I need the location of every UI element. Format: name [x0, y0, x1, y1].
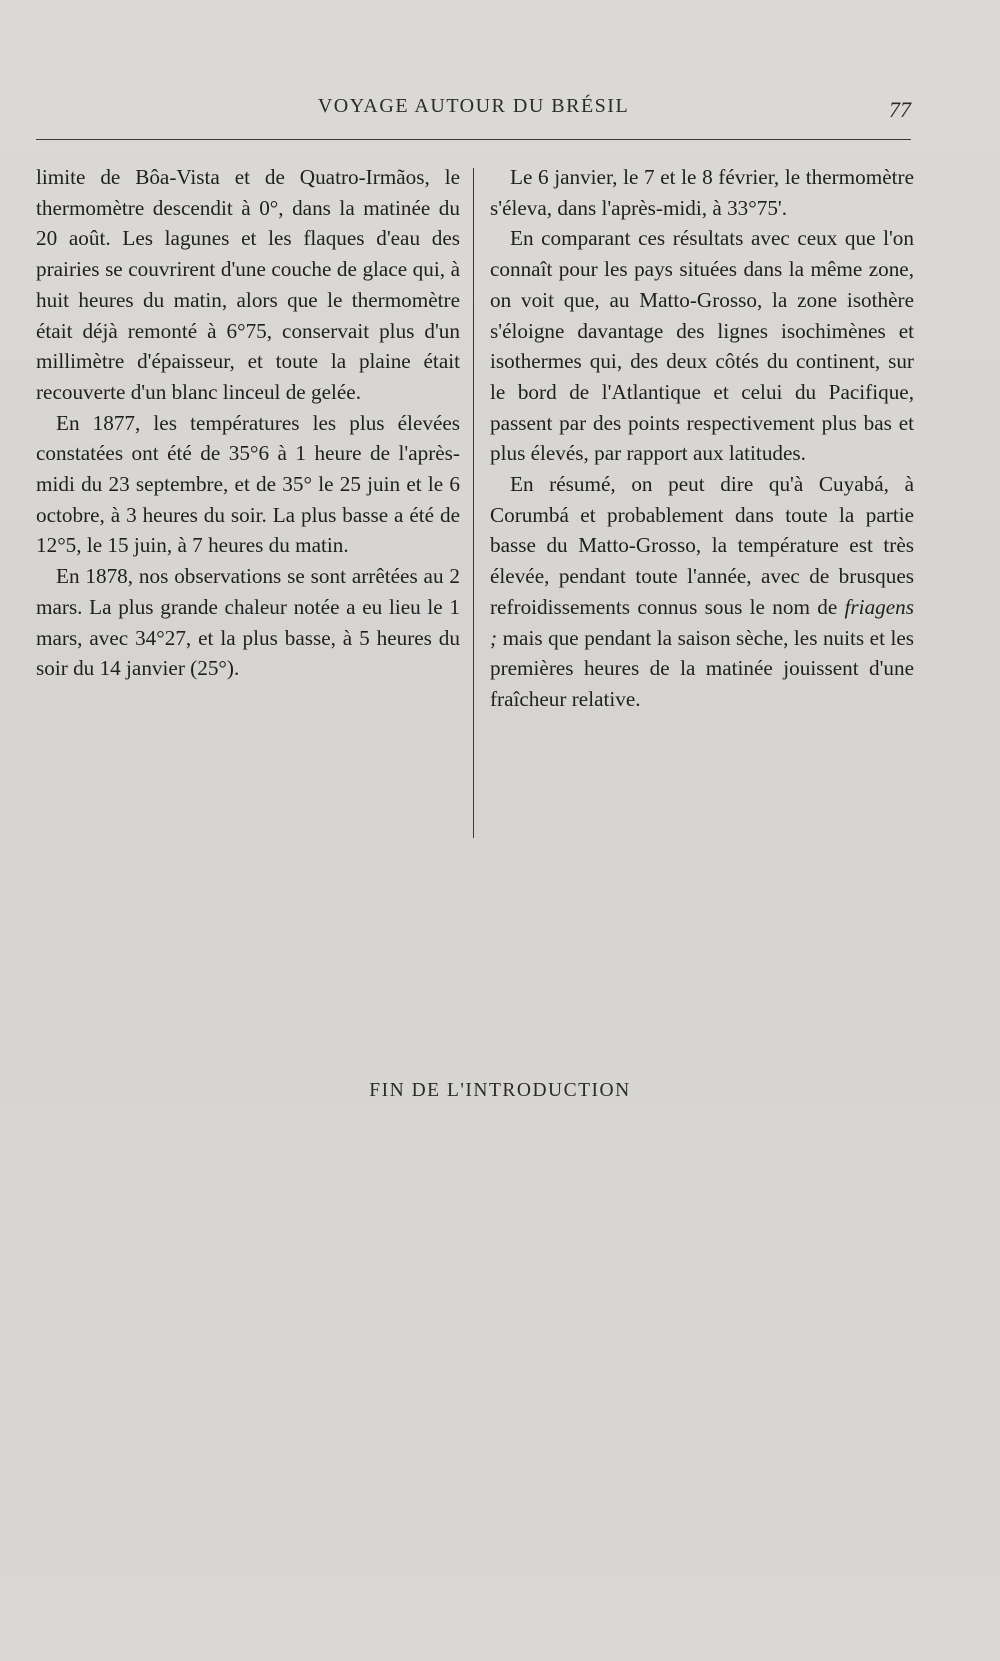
- paragraph-text: En résumé, on peut dire qu'à Cuyabá, à Corumbá et probablement dans toute la partie basse du Matto-Grosso, la température est très élevée, pendant toute l'année, avec de brusques refroidissements connus sous le nom de: [490, 472, 914, 619]
- paragraph: [490, 469, 914, 715]
- left-column: [36, 162, 460, 684]
- paragraph: En 1877, les températures les plus élevées constatées ont été de 35°6 à 1 heure de l'après-midi du 23 septembre, et de 35° le 25 juin et le 6 octobre, à 3 heures du soir. La plus basse a été de 12°5, le 15 juin, à 7 heures du matin.: [36, 410, 460, 558]
- paragraph: Le 6 janvier, le 7 et le 8 février, le thermomètre s'éleva, dans l'après-midi, à 33°75'.: [490, 165, 914, 220]
- paragraph: En 1878, nos observations se sont arrêtées au 2 mars. La plus grande chaleur notée a eu lieu le 1 mars, avec 34°27, et la plus basse, à 5 heures du soir du 14 janvier (25°).: [36, 564, 460, 681]
- paragraph: limite de Bôa-Vista et de Quatro-Irmãos, le thermomètre descendit à 0°, dans la matinée du 20 août. Les lagunes et les flaques d'eau des prairies se couvrirent d'une couche de glace qui, à huit heures du matin, alors que le thermomètre était déjà remonté à 6°75, conservait plus d'un millimètre d'épaisseur, et toute la plaine était recouverte d'un blanc linceul de gelée.: [36, 165, 460, 404]
- paragraph: En comparant ces résultats avec ceux que l'on connaît pour les pays situées dans la même zone, on voit que, au Matto-Grosso, la zone isothère s'éloigne davantage des lignes isochimènes et isothermes qui, des deux côtés du continent, sur le bord de l'Atlantique et celui du Pacifique, passent par des points respectivement plus bas et plus élevés, par rapport aux latitudes.: [490, 226, 914, 466]
- running-head: [36, 95, 911, 135]
- running-title: VOYAGE AUTOUR DU BRÉSIL: [317, 95, 630, 117]
- end-of-introduction: FIN DE L'INTRODUCTION: [369, 1080, 631, 1101]
- italic-term: friagens ;: [490, 594, 914, 650]
- right-column: [490, 162, 914, 715]
- column-divider: [473, 168, 474, 838]
- page-number: 77: [889, 97, 911, 122]
- header-rule: [36, 139, 911, 140]
- paragraph-text: mais que pendant la saison sèche, les nuits et les premières heures de la matinée jouissent d'une fraîcheur relative.: [490, 625, 914, 711]
